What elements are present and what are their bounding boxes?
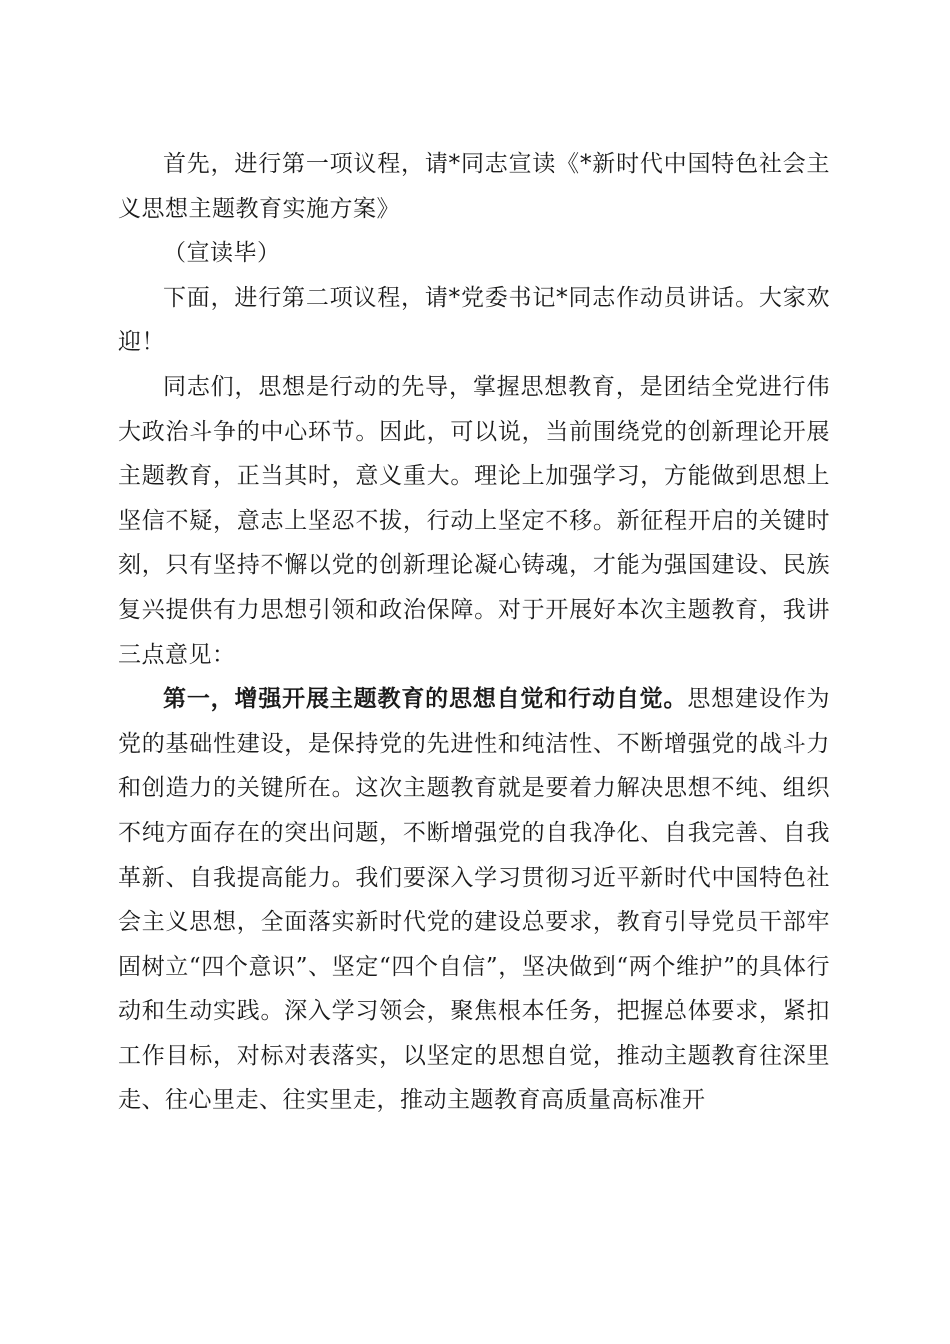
paragraph-text: （宣读毕） [163, 240, 281, 267]
document-body [118, 142, 830, 1123]
paragraph-point-one [118, 677, 830, 1123]
paragraph-reading-finished [118, 231, 830, 276]
paragraph-text: 思想建设作为党的基础性建设，是保持党的先进性和纯洁性、不断增强党的战斗力和创造力的关键所在。这次主题教育就是要着力解决思想不纯、组织不纯方面存在的突出问题，不断增强党的自我净化、自我完善、自我革新、自我提高能力。我们要深入学习贯彻习近平新时代中国特色社会主义思想，全面落实新时代党的建设总要求，教育引导党员干部牢固树立“四个意识”、坚定“四个自信”，坚决做到“两个维护”的具体行动和生动实践。深入学习领会，聚焦根本任务，把握总体要求，紧扣工作目标，对标对表落实，以坚定的思想自觉，推动主题教育往深里走、往心里走、往实里走，推动主题教育高质量高标准开 [118, 686, 831, 1114]
paragraph-text: 首先，进行第一项议程，请*同志宣读《*新时代中国特色社会主义思想主题教育实施方案》 [118, 151, 830, 222]
paragraph-agenda-item-1 [118, 142, 830, 231]
paragraph-text: 同志们，思想是行动的先导，掌握思想教育，是团结全党进行伟大政治斗争的中心环节。因此，可以说，当前围绕党的创新理论开展主题教育，正当其时，意义重大。理论上加强学习，方能做到思想上坚信不疑，意志上坚忍不拔，行动上坚定不移。新征程开启的关键时刻，只有坚持不懈以党的创新理论凝心铸魂，才能为强国建设、民族复兴提供有力思想引领和政治保障。对于开展好本次主题教育，我讲三点意见： [118, 373, 830, 668]
paragraph-agenda-item-2 [118, 276, 830, 365]
paragraph-speech-intro [118, 365, 830, 677]
paragraph-text: 下面，进行第二项议程，请*党委书记*同志作动员讲话。大家欢迎！ [118, 284, 830, 356]
paragraph-lead-heading: 第一，增强开展主题教育的思想自觉和行动自觉。 [163, 685, 688, 713]
